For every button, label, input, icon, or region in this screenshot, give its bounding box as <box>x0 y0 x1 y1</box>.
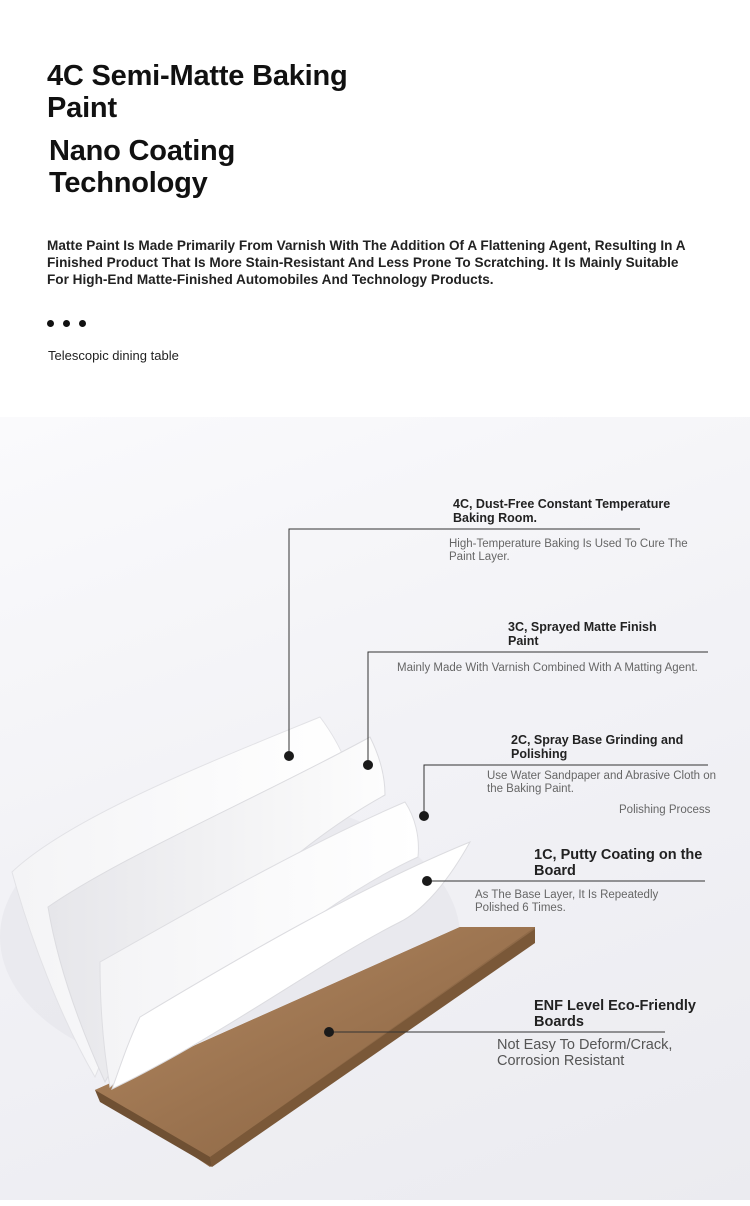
layer-label-3c: 3C, Sprayed Matte Finish Paint <box>508 620 657 648</box>
marker-dot-4c <box>284 751 294 761</box>
layer-detail-4c: High-Temperature Baking Is Used To Cure The Paint Layer. <box>449 538 688 563</box>
dot-icon <box>79 320 86 327</box>
layer-label-board: ENF Level Eco-Friendly Boards <box>534 998 696 1030</box>
intro-section <box>0 0 750 417</box>
marker-dot-board <box>324 1027 334 1037</box>
layer-label-1c: 1C, Putty Coating on the Board <box>534 847 703 879</box>
layer-detail-3c: Mainly Made With Varnish Combined With A Matting Agent. <box>397 662 698 674</box>
layer-note-2c: Polishing Process <box>619 804 711 816</box>
marker-dot-1c <box>422 876 432 886</box>
ellipsis-dots <box>47 320 86 328</box>
page-subtitle: Nano Coating Technology <box>49 135 236 199</box>
layer-diagram-panel <box>0 417 750 1200</box>
description-text: Matte Paint Is Made Primarily From Varnish With The Addition Of A Flattening Agent, Resulting In A Finished Product That Is More Stain-Resistant And Less Prone To Scratching. It Is Mainly Suitable For High-End Matte-Finished Automobiles And Technology Products. <box>47 238 686 287</box>
layer-label-2c: 2C, Spray Base Grinding and Polishing <box>511 733 684 761</box>
layer-detail-2c: Use Water Sandpaper and Abrasive Cloth on the Baking Paint. <box>487 770 717 795</box>
marker-dot-3c <box>363 760 373 770</box>
page-title: 4C Semi-Matte Baking Paint <box>47 60 348 124</box>
bottom-strip <box>0 1200 750 1206</box>
product-caption: Telescopic dining table <box>48 348 179 363</box>
layer-detail-1c: As The Base Layer, It Is Repeatedly Polished 6 Times. <box>475 889 659 914</box>
layer-label-4c: 4C, Dust-Free Constant Temperature Baking Room. <box>453 497 671 525</box>
layer-detail-board: Not Easy To Deform/Crack, Corrosion Resistant <box>497 1037 673 1069</box>
dot-icon <box>47 320 54 327</box>
dot-icon <box>63 320 70 327</box>
marker-dot-2c <box>419 811 429 821</box>
